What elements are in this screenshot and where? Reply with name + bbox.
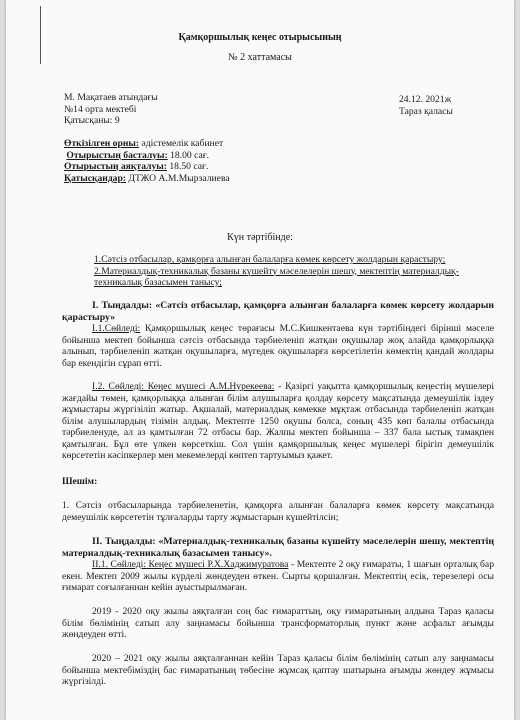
school-name-line1: М. Мақатаев атындағы (64, 92, 158, 103)
agenda-item-2a: 2.Материалдық-техникалық базаны күшейту мәселелерін шешу, мектептің материалдық- (94, 265, 459, 277)
section1-paragraph-1: I.1.Сөйледі: Қамқоршылық кеңес төрағасы М.С.Кишкентаева күн тәртібіндегі бірінші мәселе бойынша мектеп бойынша сәтсіз отбасында тәрбиеленіп жатқан оқушылар жоқ алайда қамқорлыққа алынып, тәрбиеленіп жатқан оқушыларға, мүгедек оқушыларға көрсетілетін көмектің қандай жолдары бар екендігін сұрап өтті. (62, 323, 494, 369)
school-name-line2: №14 орта мектебі (64, 103, 137, 115)
school-info (64, 92, 344, 127)
section2-paragraph-1: II.1. Сөйледі: Кеңес мүшесі Р.Х.Хаджимуратова - Мектепте 2 оқу ғимараты, 1 шағын орталық бар екен. Мектеп 2009 жылы күрделі жөндеуден өткен. Сырты қоршалған. Мектептің есік, терезелері осы ғимарат соғылғаннан кейін ауыстырылмаған. (62, 559, 494, 593)
section1-paragraph-2: I.2. Сөйледі: Кеңес мүшесі А.М.Нурекеева: - Қазіргі уақытта қамқоршылық кеңестің мүшелері жағдайы төмен, қамқорлыққа алынған білім алушыларға қолдау көрсету мақсатында демеушілік іздеу жұмыстары жүргізіліп жатыр. Ақшалай, материалдық көмекке мұқтаж отбасында тәрбиеленіп жатқан білім алушылардың тізімін алдық. Мектепте 1250 оқушы болса, соның 435 көп балалы отбасында тәрбиеленуде, ал аз қамтылған 72 отбасы бар. Жалпы мектеп бойынша – 337 бала ыстық тамақпен қамтылған. Бұл өте үлкен көрсеткіш. Сол үшін қамқоршылық кеңес мүшелері бірігіп демеушілік көрсететін кәсіпкерлер мен мекемелерді көптеп тартуымыз қажет. (62, 381, 494, 461)
decision-label: Шешім: (62, 476, 98, 487)
agenda-list (94, 254, 494, 289)
document-page (6, 0, 514, 720)
meeting-city: Тараз қаласы (399, 105, 453, 117)
meeting-date: 24.12. 2021ж (399, 94, 452, 105)
attendance-count: Қатысқаны: 9 (64, 115, 120, 126)
agenda-item-1: 1.Сәтсіз отбасылар, қамқорға алынған балаларға көмек көрсету жолдарын қарастыру; (94, 254, 446, 265)
meeting-guests: Қатысқандар: ДТЖО А.М.Мырзалиева (64, 172, 230, 184)
meeting-end: Отырыстың аяқталуы: 18.50 сағ. (64, 161, 209, 172)
meeting-meta (64, 138, 464, 184)
agenda-item-2b: техникалық базасымен танысу; (94, 277, 222, 288)
meeting-start: Отырыстың басталуы: 18.00 сағ. (66, 149, 210, 161)
decision-text: 1. Сәтсіз отбасыларында тәрбиеленетін, қамқорға алынған балаларға көмек көрсету мақсатында демеушілік көрсететін тұлғаларды тарту жұмыстарын күшейтілсін; (62, 500, 494, 523)
section2-paragraph-2: 2019 - 2020 оқу жылы аяқталған соң бас ғимараттың, оқу ғимаратының алдына Тараз қаласы білім бөлімінің сатып алу заңнамасы бойынша трансформаторлық пункт және асфальт ағымды жөндеуден өтті. (62, 606, 494, 640)
date-place (399, 94, 509, 117)
section2-paragraph-3: 2020 – 2021 оқу жылы аяқталғаннан кейін Тараз қаласы білім бөлімінің сатып алу заңнамасы бойынша мектебіміздің бас ғимаратының төбесіне жұмсақ қаптау шатырына ағымды жөндеу жұмысы жүргізілді. (62, 653, 494, 687)
section2-heading: II. Тыңдалды: «Материалдық-техникалық базаны күшейту мәселелерін шешу, мектептің материалдық-техникалық базасымен танысу». (62, 536, 494, 559)
document-title: Қамқоршылық кеңес отырысының (178, 32, 342, 43)
meeting-place: Өткізілген орны: әдістемелік кабинет (64, 138, 224, 149)
section1-heading: I. Тыңдалды: «Сәтсіз отбасылар, қамқорға алынған балаларға көмек көрсету жолдарын қарастыру» (62, 300, 494, 323)
protocol-number: № 2 хаттамасы (228, 52, 292, 63)
agenda-title: Күн тәртібінде: (227, 232, 293, 243)
